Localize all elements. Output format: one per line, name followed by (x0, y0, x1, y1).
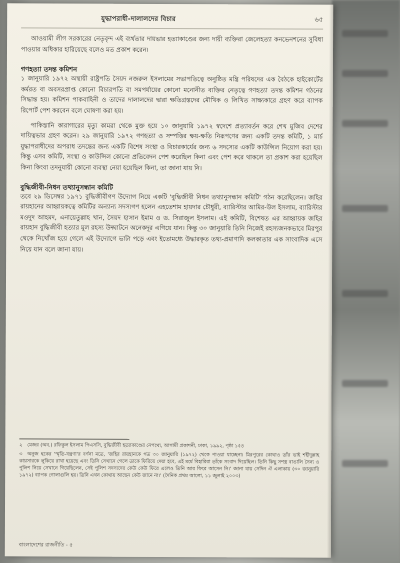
blur-stripe (342, 120, 388, 127)
page-footer: বাংলাদেশের রাজনীতি - ৫ (18, 542, 73, 549)
running-header (21, 13, 323, 25)
blur-stripe (342, 205, 388, 212)
page-number: ৬৫ (314, 15, 324, 24)
page-body (20, 13, 323, 256)
paragraph-3: পাকিস্তানি কারাগারের মৃত্যু কামরা থেকে মুক্ত হয়ে ১০ জানুয়ারি ১৯৭২ স্বদেশে প্রত্যাবর্তন করে শেখ মুজিব দেশের দায়িত্বভার গ্রহণ করেন। ২৯ জানুয়ারি ১৯৭২ গণহত্যা ও সম্পত্তির ক্ষয়-ক্ষতি নিরূপণের জন্য একটি তদন্ত কমিটি, ১ মার্চ যুদ্ধাপরাধীদের অপরাধ তদন্তের জন্য একটি বিশেষ সংস্থা ও বিচারকার্যের জন্য ৬ সদস্যের একটি কাউন্সিল নিয়োগ করা হয়। কিন্তু এসব কমিটি, সংস্থা ও কাউন্সিল কোনো প্রতিবেদন পেশ করেছিল কিনা এবং পেশ করে থাকলে তা প্রকাশ করা হয়েছিল কিনা কিংবা তদনুযায়ী কোনো ব্যবস্থা নেয়া হয়েছিল কিনা, তা জানা যায় নি। (20, 121, 323, 173)
header-rule (21, 27, 323, 29)
footnote-2 (19, 451, 319, 480)
footnote-text: মেজর (অব.) রফিকুল ইসলাম পিএসসি, বুদ্ধিজীবী হত্যাকাণ্ডের নেপথ্যে, আগামী প্রকাশনী, ঢাকা, ১৯৯২, পৃষ্ঠা ১৫৪ (27, 443, 245, 450)
footnote-number: ৩ (19, 452, 23, 458)
book-page (5, 3, 333, 557)
blur-stripe (342, 380, 388, 387)
paragraph-4: তবে ২৯ ডিসেম্বর ১৯৭১ বুদ্ধিজীবীগণ উদ্যোগ নিয়ে একটি 'বুদ্ধিজীবী নিধন তথ্যানুসন্ধান কমিটি' গঠন করেছিলেন। জহির রায়হানের আহ্বায়কত্বে কমিটির অন্যান্য সদস্যগণ হলেন এহতেশাম হায়দার চৌধুরী, ব্যারিস্টার আমির-উল ইসলাম, ব্যারিস্টার মওদুদ আহমদ, এনায়েতুল্লাহ খান, সৈয়দ হাসান ইমাম ও ড. সিরাজুল ইসলাম। এই কমিটি, বিশেষত এর আহ্বায়ক জহির রায়হান বুদ্ধিজীবী হত্যার মূল রহস্য উদ্ঘাটনে অনেকদূর এগিয়ে যান। কিন্তু ৩০ জানুয়ারি তিনি নিজেই রহস্যজনকভাবে মিরপুর থেকে নিখোঁজ হয়ে গেলে এই উদ্যোগে ভাটা পড়ে এবং ইতোমধ্যে উদ্ধারকৃত তথ্য-প্রমাণাদি কলকাতার এক সাংবাদিক এসে নিয়ে যান বলে জানা যায়। (20, 192, 323, 254)
blur-stripe (342, 70, 388, 77)
blur-stripe (342, 290, 388, 297)
footnotes (19, 438, 319, 482)
footnote-text: অনুজ হকের 'স্মৃতি-যন্ত্রণা'র বর্ণনা মতে, 'জহির রায়হানকে গত ৩০ জানুয়ারি (১৯৭২) থেকে পাওয়া যাচ্ছেনা। মিরপুরের কোথাও তাঁর ভাই শহীদুল্লাহ কায়সারকে লুকিয়ে রাখা হয়েছে এবং তিনি সেখানে গেলে তাকে ফিরিয়ে দেয়া হবে, এই মর্মে বিহারিরা তাঁকে সংবাদ দিয়েছিল। তিনি কিছু সশস্ত্র বাঙালি সৈন্য ও পুলিশ নিয়ে সেখানে গিয়েছিলেন, সেই পুলিশ সদস্যদের কেউ কেউ ফিরে এলেও তিনি আর ফিরে আসেন নি।' জানা যায় সেদিন ঐ এলাকায় (৩০ জানুয়ারি ১৯৭২) ব্যাপক গোলাগুলি হয়। তিনি এখন কোথায় আছেন কেউ জানে না।' (দৈনিক প্রথম আলো, ১১ জুলাই ২০০৩) (19, 452, 320, 480)
paragraph-1: আওয়ামী লীগ সরকারের নেতৃবৃন্দ এই ব্যর্থতার দায়ভার হত্যাকাণ্ডের জন্য দায়ী ব্যক্তিরা জেলেহত্যা কনভেনশনের সুবিধা পাওয়ার অধিকার হারিয়েছে বলেও মত প্রকাশ করেন। (20, 35, 324, 54)
blur-stripe (342, 460, 388, 467)
chapter-title: যুদ্ধাপরাধী-দালালদের বিচার (101, 14, 176, 24)
blur-stripe (342, 30, 388, 37)
section-heading-commission: গণহত্যা তদন্ত কমিশন (20, 65, 78, 74)
footnote-number: ২ (19, 443, 23, 449)
section-heading-committee: বুদ্ধিজীবী-নিধন তথ্যানুসন্ধান কমিটি (20, 182, 113, 192)
footnote-1 (19, 442, 319, 450)
footnote-rule (19, 438, 129, 439)
paragraph-2: ১ জানুয়ারি ১৯৭২ অস্থায়ী রাষ্ট্রপতি সৈয়দ নজরুল ইসলামের সভাপতিত্বে অনুষ্ঠিত মন্ত্রি পরিষদের এক বৈঠকে হাইকোর্টের কর্মরত বা অবসরপ্রাপ্ত কোনো বিচারপতি বা সমপর্যায়ের কোনো মনোনীত ব্যক্তির নেতৃত্বে গণহত্যা তদন্ত কমিশন গঠনের সিদ্ধান্ত হয়। কমিশন পাকবাহিনী ও তাদের দালালদের দ্বারা ক্ষতিগ্রস্তদের মৌখিক ও লিখিত সাক্ষ্যকারে গ্রহণ করে ব্যাপক রিপোর্ট পেশ করবেন বলে ঘোষণা করা হয়। (20, 75, 323, 115)
adjacent-page-blur (332, 0, 400, 563)
